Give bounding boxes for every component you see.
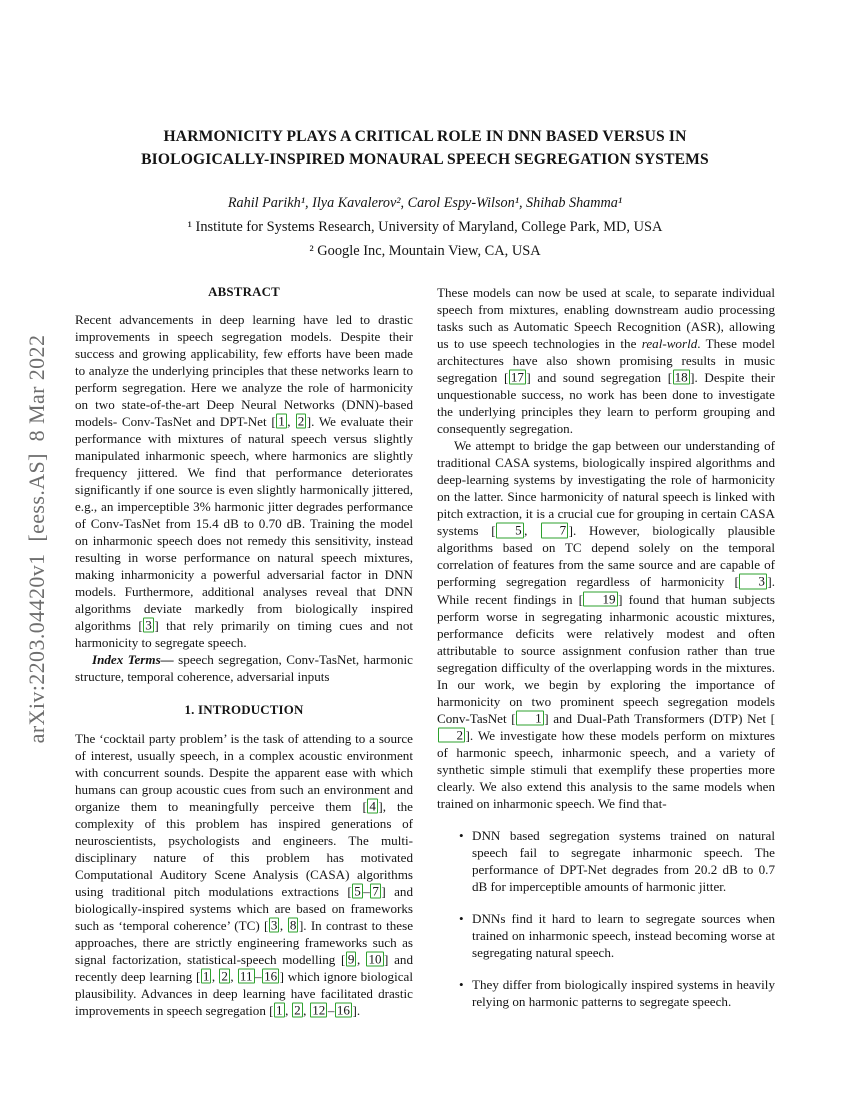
citation-link[interactable]: 1	[276, 1002, 283, 1018]
citation-link[interactable]: 9	[347, 951, 355, 967]
citation-link[interactable]: 19	[583, 591, 617, 606]
affiliation-2: ² Google Inc, Mountain View, CA, USA	[309, 243, 541, 260]
citation-link[interactable]: 5	[354, 883, 361, 899]
index-terms	[75, 651, 413, 685]
finding-item-3: • They differ from biologically inspired systems in heavily relying on harmonic patterns to segregate speech.	[459, 976, 775, 1010]
paper-header	[0, 0, 850, 260]
intro-paragraph: The ‘cocktail party problem’ is the task of attending to a source of interest, usually speech, in a complex acoustic environment with concurrent sounds. Despite the apparent ease with which humans can group acoustic cues from such an environment and organize them to meaningfully perceive them [ 4 ], the complexity of this problem has inspired generations of neuroscientists, psychologists and engineers. The multi-disciplinary nature of this problem has motivated Computational Auditory Scene Analysis (CASA) algorithms using traditional pitch modulations extractions [ 5 – 7 ] and biologically-inspired systems which are based on frameworks such as ‘temporal coherence’ (TC) [ 3 , 8 ]. In contrast to these approaches, there are strictly engineering frameworks such as signal factorization, statistical-speech modelling [ 9 , 10 ] and recently deep learning [ 1 , 2 , 11 – 16 ] which ignore biological plausibility. Advances in deep learning have facilitated drastic improvements in speech segregation [ 1 , 2 , 12 – 16 ].	[75, 731, 414, 1019]
citation-link[interactable]: 1	[202, 968, 210, 984]
citation-link[interactable]: 17	[510, 369, 524, 385]
paragraph-models-at-scale: These models can now be used at scale, to separate individual speech from mixtures, enabling downstream audio processing tasks such as Automatic Speech Recognition (ASR), allowing us to use speech technologies in the real-world. These model architectures have also shown promising results in music segregation [ 17 ] and sound segregation [ 18 ]. Despite their unquestionable success, no work has been done to investigate the underlying principles they learn to perform grouping and consequently segregation.	[437, 285, 775, 437]
index-terms-text: speech segregation, Conv-TasNet, harmonic structure, temporal coherence, adversarial inputs	[75, 652, 413, 685]
right-column	[437, 284, 775, 1025]
findings-list	[437, 827, 775, 1010]
citation-link[interactable]: 10	[368, 951, 382, 967]
paper-title-line-2: BIOLOGICALLY-INSPIRED MONAURAL SPEECH SEGREGATION SYSTEMS	[141, 150, 709, 168]
citation-link[interactable]: 3	[145, 617, 152, 633]
two-column-body	[0, 260, 850, 1025]
arxiv-stamp: arXiv:2203.04420v1 [eess.AS] 8 Mar 2022	[24, 334, 49, 744]
paper-title-line-1: HARMONICITY PLAYS A CRITICAL ROLE IN DNN BASED VERSUS IN	[163, 128, 687, 145]
affiliation-1: ¹ Institute for Systems Research, University of Maryland, College Park, MD, USA	[187, 219, 663, 236]
section-heading-introduction: 1. INTRODUCTION	[184, 703, 304, 718]
paragraph-bridge-gap: We attempt to bridge the gap between our understanding of traditional CASA systems, biologically inspired algorithms and deep-learning systems by investigating the role of harmonicity on the latter. Since harmonicity of natural speech is linked with pitch extraction, it is a crucial cue for grouping in certain CASA systems [ 5 , 7 ]. However, biologically plausible algorithms based on TC depend solely on the temporal correlation of features from the same source and are capable of performing segregation regardless of harmonicity [ 3 ]. While recent findings in [ 19 ] found that human subjects perform worse in segregating inharmonic acoustic mixtures, performance deficits were relatively modest and often attributable to source assignment confusion rather than true segregation difficulty of the overlapping words in the mixtures. In our work, we begin by exploring the importance of harmonicity on two prominent speech segregation models Conv-TasNet [ 1 ] and Dual-Path Transformers (DTP) Net [2 ]. We investigate how these models perform on mixtures of harmonic speech, inharmonic speech, and a variety of synthetic simple stimuli that exemplify these properties more clearly. We also extend this analysis to the same models when trained on inharmonic speech. We find that-	[437, 438, 776, 811]
index-terms-label: Index Terms—	[92, 652, 174, 668]
citation-link[interactable]: 18	[674, 369, 688, 385]
citation-link[interactable]: 4	[369, 798, 376, 814]
citation-link[interactable]: 11	[239, 968, 253, 984]
citation-link[interactable]: 3	[270, 917, 278, 933]
citation-link[interactable]: 16	[264, 968, 278, 984]
citation-link[interactable]: 7	[541, 523, 569, 538]
left-column	[75, 284, 413, 1025]
abstract-text: Recent advancements in deep learning have led to drastic improvements in speech segregation models. Despite their success and growing applicability, few efforts have been made to analyze the underlying principles that these networks learn to perform segregation. Here we analyze the role of harmonicity on two state-of-the-art Deep Neural Networks (DNN)-based models- Conv-TasNet and DPT-Net [ 1 , 2 ]. We evaluate their performance with mixtures of natural speech versus slightly manipulated inharmonic speech, where harmonics are slightly frequency jittered. We find that performance deteriorates significantly if one source is even slightly harmonically jittered, e.g., an imperceptible 3% harmonic jitter degrades performance of Conv-TasNet from 15.4 dB to 0.70 dB. Training the model on inharmonic speech does not remedy this sensitivity, instead resulting in worse performance on natural speech mixtures, making inharmonicity a powerful adversarial factor in DNN models. Furthermore, additional analyses reveal that DNN algorithms deviate markedly from biologically inspired algorithms [ 3 ] that rely primarily on timing cues and not harmonicity to segregate speech.	[75, 311, 414, 651]
citation-link[interactable]: 2	[294, 1002, 301, 1018]
citation-link[interactable]: 1	[516, 710, 544, 725]
citation-link[interactable]: 3	[739, 574, 767, 589]
finding-item-1: • DNN based segregation systems trained on natural speech fail to segregate inharmonic speech. The performance of DPT-Net degrades from 20.2 dB to 0.7 dB for imperceptible amounts of harmonic jitter.	[459, 827, 775, 895]
abstract-heading: ABSTRACT	[208, 285, 280, 300]
citation-link[interactable]: 5	[496, 523, 524, 538]
authors-line: Rahil Parikh¹, Ilya Kavalerov², Carol Espy-Wilson¹, Shihab Shamma¹	[227, 195, 623, 212]
citation-link[interactable]: 2	[297, 413, 305, 429]
citation-link[interactable]: 2	[438, 727, 466, 742]
citation-link[interactable]: 2	[221, 968, 228, 984]
citation-link[interactable]: 16	[336, 1002, 350, 1018]
citation-link[interactable]: 12	[312, 1002, 326, 1018]
finding-item-2: • DNNs find it hard to learn to segregate sources when trained on inharmonic speech, instead becoming worse at segregating natural speech.	[459, 910, 775, 961]
citation-link[interactable]: 8	[289, 917, 297, 933]
citation-link[interactable]: 1	[278, 413, 285, 429]
citation-link[interactable]: 7	[372, 883, 379, 899]
